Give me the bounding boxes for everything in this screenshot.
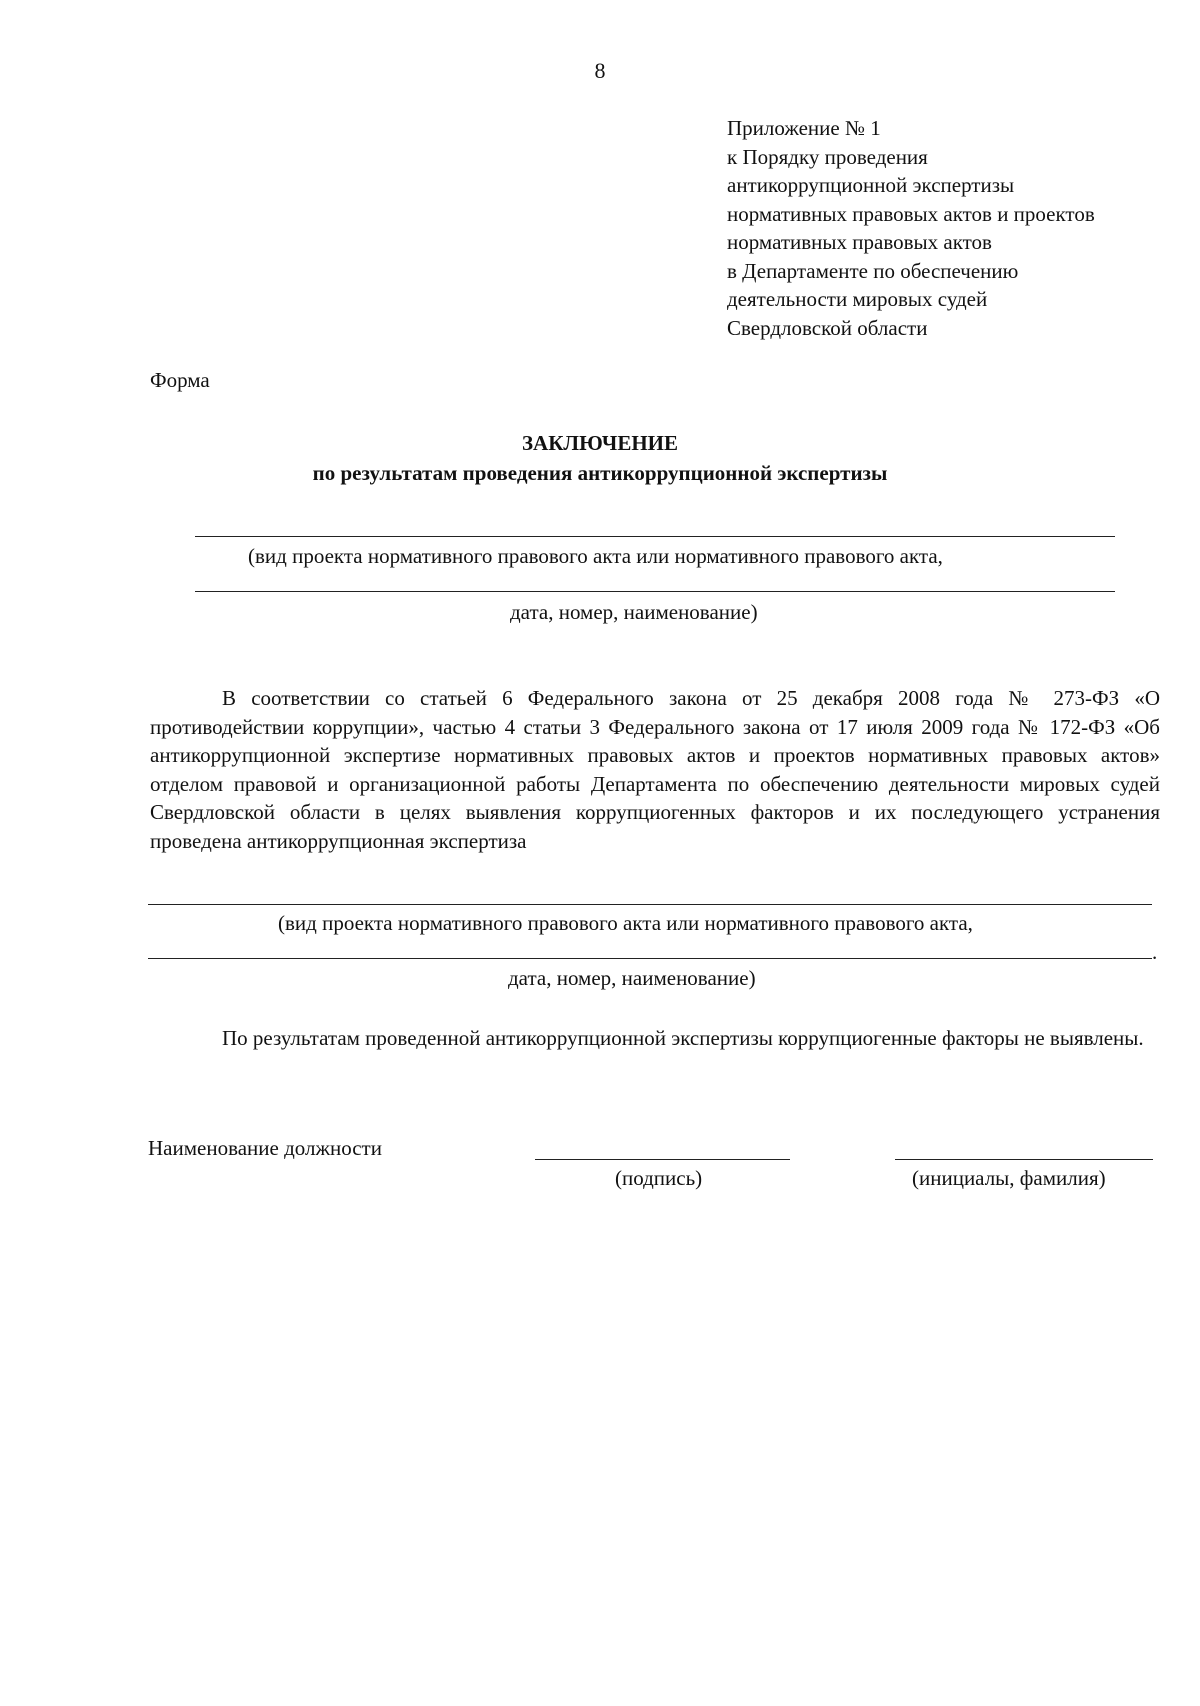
conclusion-paragraph: По результатам проведенной антикоррупционной экспертизы коррупциогенные факторы не выявлены. xyxy=(222,1026,1144,1050)
title-main: ЗАКЛЮЧЕНИЕ xyxy=(521,431,679,455)
appendix-line: в Департаменте по обеспечению xyxy=(727,258,1019,283)
appendix-line: к Порядку проведения xyxy=(727,144,928,169)
trailing-dot: . xyxy=(1152,940,1158,964)
fill-line-caption: дата, номер, наименование) xyxy=(508,966,756,990)
position-label: Наименование должности xyxy=(148,1136,382,1160)
appendix-line: Приложение № 1 xyxy=(727,116,881,140)
page-number: 8 xyxy=(594,58,606,83)
appendix-line: антикоррупционной экспертизы xyxy=(727,173,1015,197)
appendix-header xyxy=(727,114,1187,342)
fill-line-caption: (вид проекта нормативного правового акта или нормативного правового акта, xyxy=(248,544,943,568)
fill-line[interactable] xyxy=(195,536,1115,537)
fill-line[interactable] xyxy=(195,591,1115,592)
signature-line[interactable] xyxy=(535,1159,790,1160)
fill-line[interactable] xyxy=(148,958,1152,959)
appendix-line: нормативных правовых актов xyxy=(727,230,992,254)
signature-caption: (подпись) xyxy=(615,1166,703,1190)
appendix-line: нормативных правовых актов и проектов xyxy=(727,201,1095,226)
form-label: Форма xyxy=(150,368,210,392)
name-caption: (инициалы, фамилия) xyxy=(912,1166,1106,1190)
body-paragraph: В соответствии со статьей 6 Федерального закона от 25 декабря 2008 года № 273-ФЗ «О противодействии коррупции», частью 4 статьи 3 Федерального закона от 17 июля 2009 года № 172-ФЗ «Об антикоррупционной экспертизе нормативных правовых актов и проектов нормативных правовых актов» отделом правовой и организационной работы Департамента по обеспечению деятельности мировых судей Свердловской области в целях выявления коррупциогенных факторов и их последующего устранения проведена антикоррупционная экспертиза xyxy=(150,686,1160,853)
name-line[interactable] xyxy=(895,1159,1153,1160)
fill-line-caption: (вид проекта нормативного правового акта или нормативного правового акта, xyxy=(278,911,973,935)
fill-line-caption: дата, номер, наименование) xyxy=(510,600,758,624)
appendix-line: Свердловской области xyxy=(727,315,928,340)
fill-line[interactable] xyxy=(148,904,1152,905)
appendix-line: деятельности мировых судей xyxy=(727,287,988,311)
document-title xyxy=(0,428,1200,488)
title-subtitle: по результатам проведения антикоррупционной экспертизы xyxy=(312,461,888,485)
